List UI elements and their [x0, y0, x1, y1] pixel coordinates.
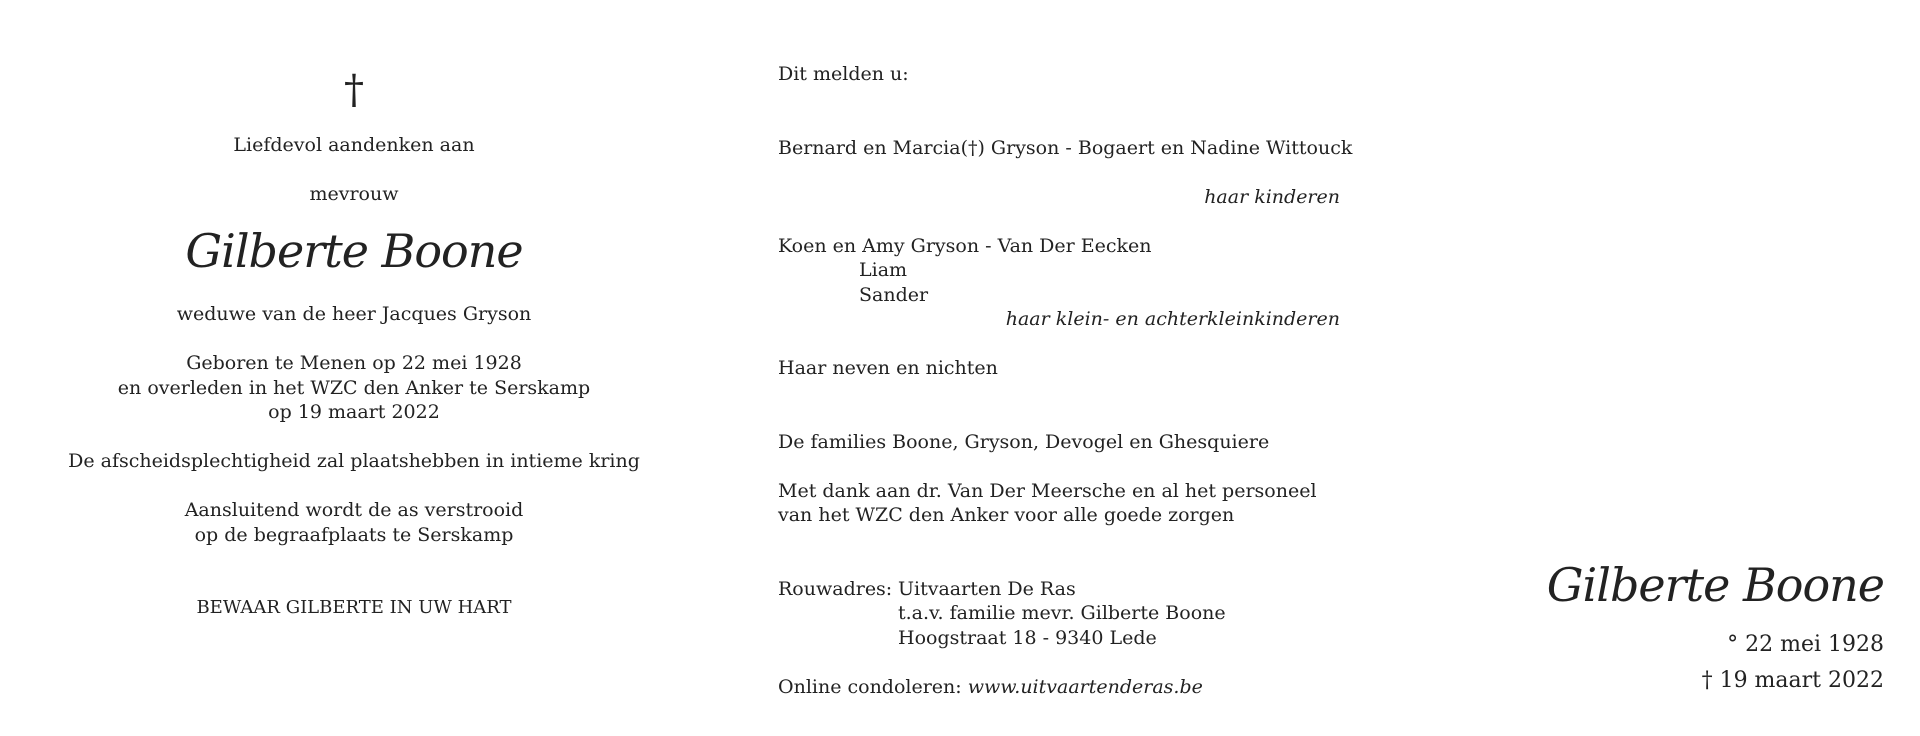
grandchildren-role: haar klein- en achterkleinkinderen — [1005, 308, 1340, 330]
condolence-link[interactable]: www.uitvaartenderas.be — [967, 676, 1203, 698]
announce-text: Dit melden u: — [778, 63, 909, 85]
children-role: haar kinderen — [1204, 186, 1340, 208]
widow-text: weduwe van de heer Jacques Gryson — [176, 303, 532, 325]
address-line-3: Hoogstraat 18 - 9340 Lede — [898, 627, 1157, 649]
thanks-line-2: van het WZC den Anker voor alle goede zorgen — [778, 504, 1235, 526]
grandchildren-line-1: Koen en Amy Gryson - Van Der Eecken — [778, 235, 1152, 257]
keep-text: BEWAAR GILBERTE IN UW HART — [196, 597, 512, 618]
address-line-1: Uitvaarten De Ras — [898, 578, 1076, 600]
condolence-line — [778, 676, 1203, 698]
families-text: De families Boone, Gryson, Devogel en Ghesquiere — [778, 431, 1270, 453]
born-line-3: op 19 maart 2022 — [268, 401, 440, 423]
thanks-line-1: Met dank aan dr. Van Der Meersche en al het personeel — [778, 480, 1317, 502]
right-panel — [1464, 0, 1884, 736]
address-line-2: t.a.v. familie mevr. Gilberte Boone — [898, 602, 1226, 624]
nephews-text: Haar neven en nichten — [778, 357, 998, 379]
condolence-label: Online condoleren: — [778, 676, 962, 698]
death-date: † 19 maart 2022 — [1701, 668, 1884, 693]
born-date: ° 22 mei 1928 — [1727, 632, 1884, 657]
grandchildren-line-3: Sander — [859, 284, 929, 306]
address-label: Rouwadres: — [778, 578, 893, 600]
deceased-name-right: Gilberte Boone — [1546, 558, 1884, 612]
cross-icon: † — [344, 67, 364, 113]
title-text: mevrouw — [309, 183, 399, 205]
born-line-2: en overleden in het WZC den Anker te Serskamp — [117, 377, 591, 399]
intro-text: Liefdevol aandenken aan — [233, 134, 475, 156]
ashes-line-2: op de begraafplaats te Serskamp — [194, 524, 514, 546]
grandchildren-line-2: Liam — [859, 259, 908, 281]
deceased-name: Gilberte Boone — [185, 224, 523, 278]
ashes-line-1: Aansluitend wordt de as verstrooid — [184, 499, 524, 521]
middle-panel — [778, 0, 1353, 736]
born-line-1: Geboren te Menen op 22 mei 1928 — [186, 352, 522, 374]
left-panel — [0, 0, 708, 736]
farewell-text: De afscheidsplechtigheid zal plaatshebben in intieme kring — [68, 450, 640, 472]
children-names: Bernard en Marcia(†) Gryson - Bogaert en Nadine Wittouck — [778, 137, 1353, 159]
